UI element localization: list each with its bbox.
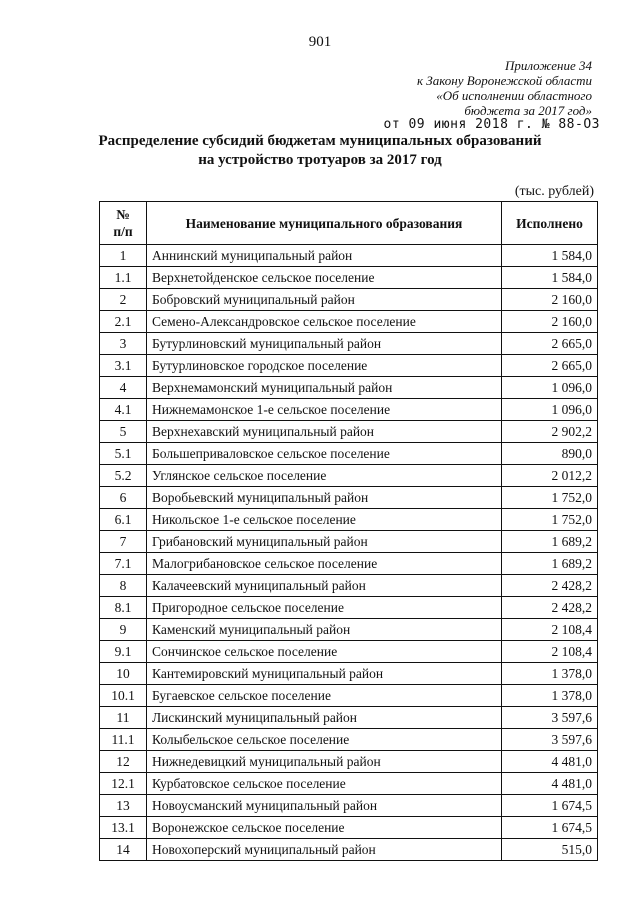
- table-row: [100, 619, 598, 641]
- row-number: 13.1: [100, 817, 147, 839]
- row-number: 6: [100, 487, 147, 509]
- row-number: 9: [100, 619, 147, 641]
- table-row: [100, 839, 598, 861]
- table-row: [100, 663, 598, 685]
- row-value: 1 674,5: [502, 817, 598, 839]
- row-number: 2.1: [100, 311, 147, 333]
- appendix-line: Приложение 34: [504, 58, 592, 73]
- row-name: Верхнетойденское сельское поселение: [147, 267, 502, 289]
- row-name: Новоусманский муниципальный район: [147, 795, 502, 817]
- row-value: 1 674,5: [502, 795, 598, 817]
- table-body: [100, 245, 598, 861]
- title-line: Распределение субсидий бюджетам муниципальных образований: [98, 133, 542, 149]
- row-number: 2: [100, 289, 147, 311]
- row-name: Каменский муниципальный район: [147, 619, 502, 641]
- header-number-line1: №: [116, 207, 130, 222]
- row-name: Малогрибановское сельское поселение: [147, 553, 502, 575]
- row-name: Курбатовское сельское поселение: [147, 773, 502, 795]
- appendix-line: «Об исполнении областного: [436, 88, 592, 103]
- row-number: 11: [100, 707, 147, 729]
- row-name: Кантемировский муниципальный район: [147, 663, 502, 685]
- row-value: 2 665,0: [502, 333, 598, 355]
- row-value: 1 689,2: [502, 531, 598, 553]
- header-number-line2: п/п: [113, 224, 133, 239]
- header-name: Наименование муниципального образования: [147, 202, 502, 245]
- table-row: [100, 443, 598, 465]
- table-row: [100, 553, 598, 575]
- table-row: [100, 377, 598, 399]
- row-value: 1 689,2: [502, 553, 598, 575]
- row-name: Лискинский муниципальный район: [147, 707, 502, 729]
- row-name: Семено-Александровское сельское поселение: [147, 311, 502, 333]
- table-row: [100, 685, 598, 707]
- subsidy-table: [99, 201, 598, 861]
- table-row: [100, 729, 598, 751]
- table-row: [100, 487, 598, 509]
- table-header-row: [100, 202, 598, 245]
- table-row: [100, 575, 598, 597]
- row-value: 2 012,2: [502, 465, 598, 487]
- row-name: Нижнедевицкий муниципальный район: [147, 751, 502, 773]
- row-value: 1 584,0: [502, 267, 598, 289]
- table-row: [100, 817, 598, 839]
- row-name: Углянское сельское поселение: [147, 465, 502, 487]
- row-name: Бобровский муниципальный район: [147, 289, 502, 311]
- row-value: 1 584,0: [502, 245, 598, 267]
- appendix-line: к Закону Воронежской области: [416, 73, 592, 88]
- row-number: 3: [100, 333, 147, 355]
- table-row: [100, 289, 598, 311]
- row-name: Пригородное сельское поселение: [147, 597, 502, 619]
- page-number: 901: [308, 34, 332, 50]
- row-name: Бутурлиновский муниципальный район: [147, 333, 502, 355]
- row-name: Новохоперский муниципальный район: [147, 839, 502, 861]
- row-value: 2 160,0: [502, 289, 598, 311]
- row-number: 12.1: [100, 773, 147, 795]
- row-number: 10.1: [100, 685, 147, 707]
- row-number: 12: [100, 751, 147, 773]
- row-name: Никольское 1-е сельское поселение: [147, 509, 502, 531]
- row-number: 10: [100, 663, 147, 685]
- title-line: на устройство тротуаров за 2017 год: [198, 152, 442, 168]
- table-row: [100, 399, 598, 421]
- row-value: 2 902,2: [502, 421, 598, 443]
- row-name: Верхнемамонский муниципальный район: [147, 377, 502, 399]
- header-number: [100, 202, 147, 245]
- row-value: 1 752,0: [502, 509, 598, 531]
- row-value: 3 597,6: [502, 707, 598, 729]
- row-value: 4 481,0: [502, 751, 598, 773]
- row-number: 1.1: [100, 267, 147, 289]
- row-value: 515,0: [502, 839, 598, 861]
- row-value: 4 481,0: [502, 773, 598, 795]
- table-row: [100, 773, 598, 795]
- table-row: [100, 641, 598, 663]
- row-number: 8: [100, 575, 147, 597]
- row-number: 11.1: [100, 729, 147, 751]
- row-value: 2 160,0: [502, 311, 598, 333]
- row-number: 7: [100, 531, 147, 553]
- row-value: 1 378,0: [502, 663, 598, 685]
- table-row: [100, 465, 598, 487]
- table-row: [100, 355, 598, 377]
- row-value: 1 096,0: [502, 399, 598, 421]
- document-title: [0, 132, 640, 170]
- row-name: Калачеевский муниципальный район: [147, 575, 502, 597]
- row-number: 8.1: [100, 597, 147, 619]
- table-row: [100, 707, 598, 729]
- table-row: [100, 311, 598, 333]
- units-note: (тыс. рублей): [514, 184, 594, 199]
- row-name: Нижнемамонское 1-е сельское поселение: [147, 399, 502, 421]
- table-row: [100, 751, 598, 773]
- table-row: [100, 531, 598, 553]
- law-date-stamp: от 09 июня 2018 г. № 88-ОЗ: [383, 117, 600, 132]
- row-name: Грибановский муниципальный район: [147, 531, 502, 553]
- row-value: 1 378,0: [502, 685, 598, 707]
- row-name: Верхнехавский муниципальный район: [147, 421, 502, 443]
- appendix-reference: [352, 58, 592, 118]
- table-row: [100, 267, 598, 289]
- row-name: Аннинский муниципальный район: [147, 245, 502, 267]
- row-number: 6.1: [100, 509, 147, 531]
- row-number: 5.1: [100, 443, 147, 465]
- row-name: Воронежское сельское поселение: [147, 817, 502, 839]
- row-number: 4: [100, 377, 147, 399]
- row-number: 14: [100, 839, 147, 861]
- row-value: 2 665,0: [502, 355, 598, 377]
- row-value: 2 108,4: [502, 641, 598, 663]
- row-value: 3 597,6: [502, 729, 598, 751]
- row-number: 13: [100, 795, 147, 817]
- row-number: 1: [100, 245, 147, 267]
- appendix-line: бюджета за 2017 год»: [464, 103, 592, 118]
- row-value: 2 428,2: [502, 597, 598, 619]
- row-number: 7.1: [100, 553, 147, 575]
- row-value: 890,0: [502, 443, 598, 465]
- row-value: 1 752,0: [502, 487, 598, 509]
- row-value: 2 428,2: [502, 575, 598, 597]
- row-name: Большеприваловское сельское поселение: [147, 443, 502, 465]
- row-number: 3.1: [100, 355, 147, 377]
- row-value: 2 108,4: [502, 619, 598, 641]
- row-name: Колыбельское сельское поселение: [147, 729, 502, 751]
- row-number: 5: [100, 421, 147, 443]
- table-row: [100, 421, 598, 443]
- table-row: [100, 597, 598, 619]
- row-value: 1 096,0: [502, 377, 598, 399]
- row-name: Бугаевское сельское поселение: [147, 685, 502, 707]
- row-number: 9.1: [100, 641, 147, 663]
- row-number: 5.2: [100, 465, 147, 487]
- row-number: 4.1: [100, 399, 147, 421]
- row-name: Бутурлиновское городское поселение: [147, 355, 502, 377]
- header-value: Исполнено: [502, 202, 598, 245]
- table-row: [100, 509, 598, 531]
- row-name: Сончинское сельское поселение: [147, 641, 502, 663]
- table-row: [100, 333, 598, 355]
- table-row: [100, 245, 598, 267]
- table-row: [100, 795, 598, 817]
- row-name: Воробьевский муниципальный район: [147, 487, 502, 509]
